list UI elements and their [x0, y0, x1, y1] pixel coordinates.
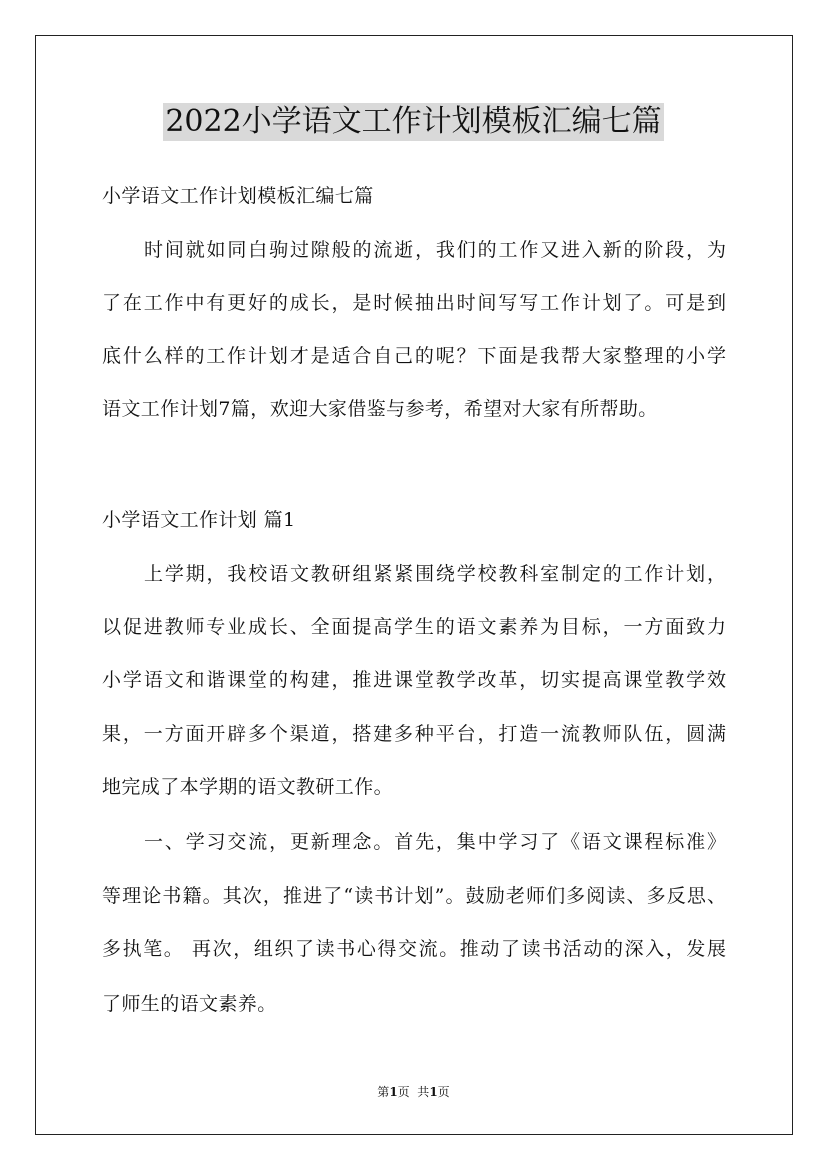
para2-line-3: 多执笔。 再次，组织了读书心得交流。推动了读书活动的深入，发展 [102, 938, 726, 960]
intro-line-4: 语文工作计划7篇，欢迎大家借鉴与参考，希望对大家有所帮助。 [102, 398, 658, 420]
intro-line-3: 底什么样的工作计划才是适合自己的呢？下面是我帮大家整理的小学 [102, 345, 726, 367]
section-heading: 小学语文工作计划 篇1 [102, 509, 296, 531]
para2-line-1: 一、学习交流，更新理念。首先，集中学习了《语文课程标准》 [144, 831, 726, 853]
para1-line-4: 果，一方面开辟多个渠道，搭建多种平台，打造一流教师队伍，圆满 [102, 723, 726, 745]
intro-line-1: 时间就如同白驹过隙般的流逝，我们的工作又进入新的阶段，为 [144, 239, 726, 261]
para1-line-1: 上学期，我校语文教研组紧紧围绕学校教科室制定的工作计划， [144, 563, 726, 585]
page-footer [0, 1084, 827, 1100]
para2-line-4: 了师生的语文素养。 [102, 993, 277, 1015]
document-title: 2022小学语文工作计划模板汇编七篇 [165, 104, 662, 139]
footer-page-prefix: 第 [377, 1085, 390, 1099]
para2-line-2: 等理论书籍。其次，推进了“读书计划”。鼓励老师们多阅读、多反思、 [102, 885, 726, 907]
footer-page-total: 1 [429, 1085, 438, 1099]
footer-page-mid: 页 共 [397, 1085, 430, 1099]
para1-line-3: 小学语文和谐课堂的构建，推进课堂教学改革，切实提高课堂教学效 [102, 669, 726, 691]
para1-line-5: 地完成了本学期的语文教研工作。 [102, 776, 394, 798]
intro-line-2: 了在工作中有更好的成长，是时候抽出时间写写工作计划了。可是到 [102, 292, 726, 314]
para1-line-2: 以促进教师专业成长、全面提高学生的语文素养为目标，一方面致力 [102, 616, 726, 638]
document-subtitle: 小学语文工作计划模板汇编七篇 [102, 185, 374, 207]
footer-page-suffix: 页 [437, 1085, 450, 1099]
footer-page-current: 1 [389, 1085, 398, 1099]
title-container [0, 103, 827, 141]
